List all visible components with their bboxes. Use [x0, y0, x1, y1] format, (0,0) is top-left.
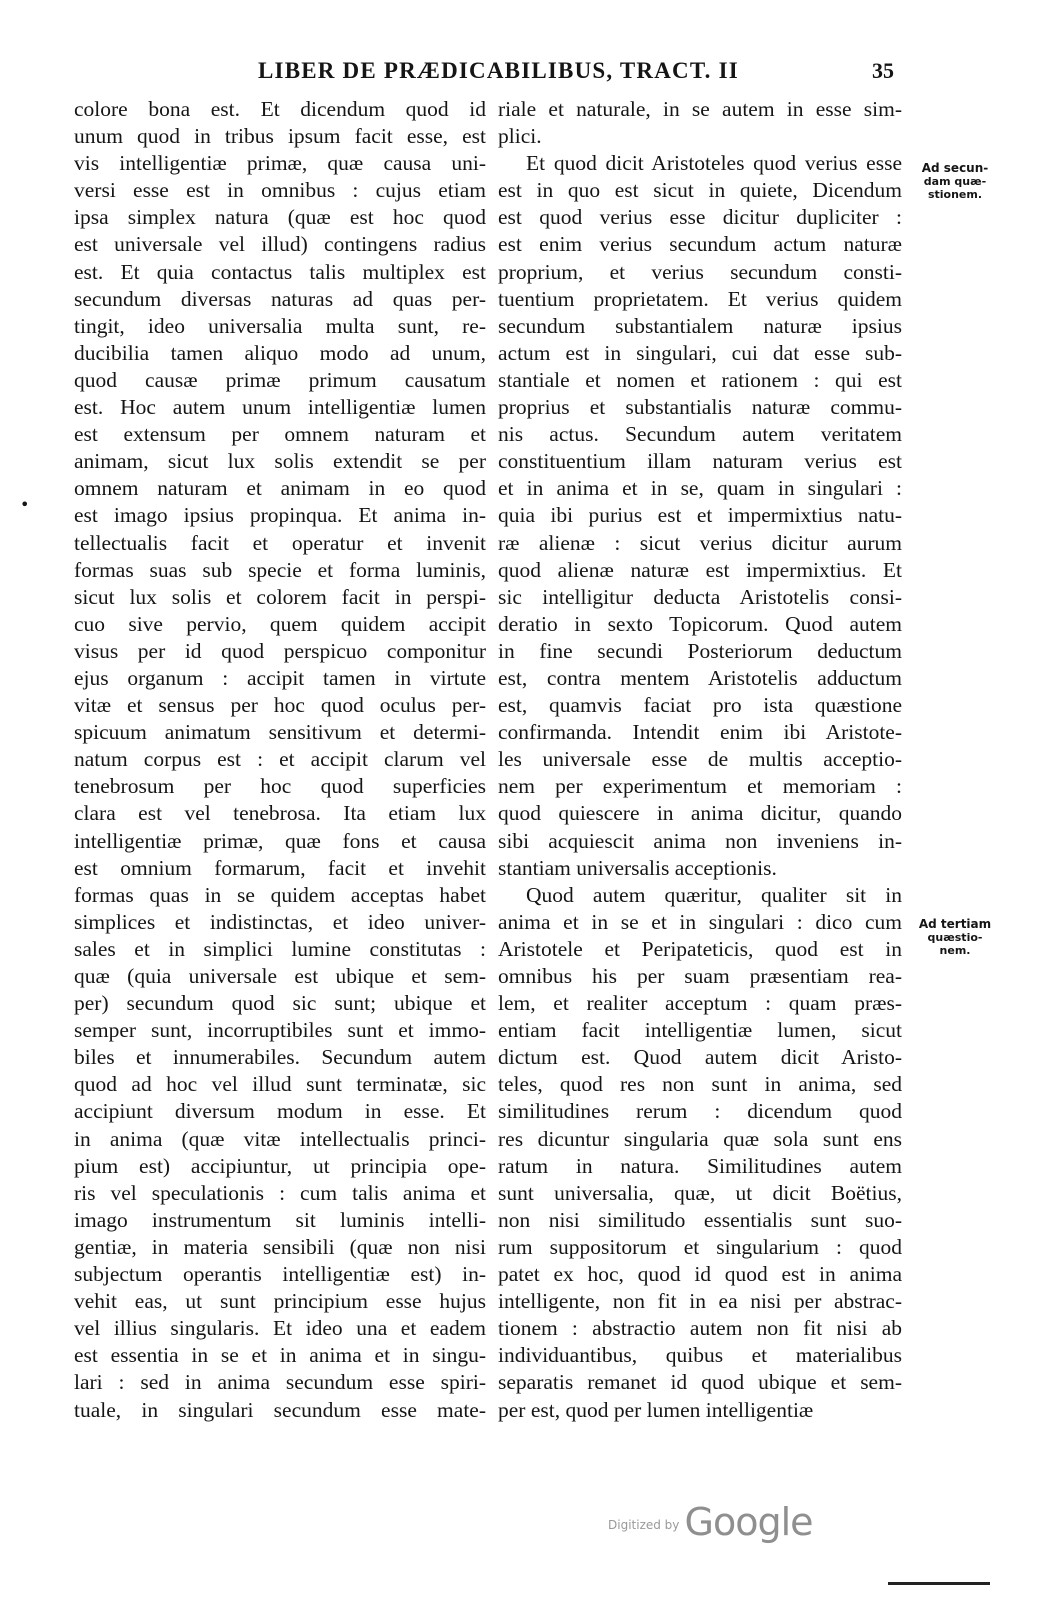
text-line: est. Et quia contactus talis multiplex est: [74, 259, 486, 284]
text-line: res dicuntur singularia quæ sola sunt ens: [498, 1126, 902, 1151]
text-line: simplices et indistinctas, et ideo univer-: [74, 909, 486, 934]
margin-note-second-question: [912, 162, 998, 201]
text-line: Aristotele et Peripateticis, quod est in: [498, 936, 902, 961]
text-line: biles et innumerabiles. Secundum autem: [74, 1045, 486, 1070]
text-line: dictum est. Quod autem dicit Aristo-: [498, 1045, 902, 1070]
text-line: ræ alienæ : sicut verius dicitur aurum: [498, 530, 902, 555]
text-line: semper sunt, incorruptibiles sunt et immo-: [74, 1018, 486, 1043]
text-line: animam, sicut lux solis extendit se per: [74, 449, 486, 474]
text-line: tenebrosum per hoc quod superficies: [74, 774, 486, 799]
text-line: est quod verius esse dicitur dupliciter :: [498, 205, 902, 230]
text-line: lem, et realiter acceptum : quam præs-: [498, 991, 902, 1016]
text-line: tuentium proprietatem. Et verius quidem: [498, 286, 902, 311]
text-line: quod alienæ naturæ est impermixtius. Et: [498, 557, 902, 582]
text-line: lari : sed in anima secundum esse spiri-: [74, 1370, 486, 1395]
text-line: formas suas sub specie et forma luminis,: [74, 557, 486, 582]
text-line: est extensum per omnem naturam et: [74, 422, 486, 447]
digitized-watermark: [608, 1500, 813, 1544]
running-title: LIBER DE PRÆDICABILIBUS, TRACT. II: [258, 58, 739, 83]
text-line: per est, quod per lumen intelligentiæ: [498, 1397, 814, 1422]
text-line: spicuum animatum sensitivum et determi-: [74, 720, 486, 745]
text-line: ris vel speculationis : cum talis anima et: [74, 1180, 486, 1205]
text-line: omnibus his per suam præsentiam rea-: [498, 964, 902, 988]
text-line: ejus organum : accipit tamen in virtute: [74, 665, 486, 690]
text-line: et in anima et in se, quam in singulari :: [498, 476, 902, 501]
text-line: gentiæ, in materia sensibili (quæ non nisi: [74, 1234, 486, 1259]
text-line: est universale vel illud) contingens radius: [74, 232, 486, 257]
text-line: est imago ipsius propinqua. Et anima in-: [74, 503, 486, 528]
text-line: tellectualis facit et operatur et invenit: [74, 530, 486, 555]
text-line: vel illius singularis. Et ideo una et eadem: [74, 1316, 486, 1341]
text-line: visus per id quod perspicuo componitur: [74, 638, 486, 663]
text-line: stantiale et nomen et rationem : qui est: [498, 367, 902, 392]
text-line: accipiunt diversum modum in esse. Et: [74, 1099, 486, 1124]
text-line: proprium, et verius secundum consti-: [498, 259, 902, 284]
text-line: deratio in sexto Topicorum. Quod autem: [498, 611, 902, 636]
text-line: quod causæ primæ primum causatum: [74, 367, 486, 392]
text-line: similitudines rerum : dicendum quod: [498, 1099, 902, 1124]
text-line: natum corpus est : et accipit clarum vel: [74, 747, 486, 772]
text-line: individuantibus, quibus et materialibus: [498, 1343, 902, 1368]
margin-note-line: quæstio-: [927, 931, 983, 944]
digitized-prefix: Digitized by: [608, 1518, 680, 1532]
text-line: entiam facit intelligentiæ lumen, sicut: [498, 1018, 902, 1043]
text-line: anima et in se et in singulari : dico cum: [498, 909, 902, 934]
text-line: plici.: [498, 124, 542, 149]
text-line: per) secundum quod sic sunt; ubique et: [74, 991, 486, 1016]
text-line: teles, quod res non sunt in anima, sed: [498, 1072, 902, 1097]
text-line: tingit, ideo universalia multa sunt, re-: [74, 313, 486, 338]
margin-note-line: Ad tertiam: [918, 917, 992, 931]
text-line: subjectum operantis intelligentiæ est) in-: [74, 1262, 486, 1287]
text-line: constituentium illam naturam verius est: [498, 449, 902, 474]
text-line: vitæ et sensus per hoc quod oculus per-: [74, 693, 486, 718]
text-line: in fine secundi Posteriorum deductum: [498, 638, 902, 663]
margin-note-line: dam quæ-: [923, 175, 987, 188]
margin-note-line: nem.: [939, 944, 971, 957]
text-line: est omnium formarum, facit et invehit: [74, 855, 486, 880]
text-line: omnem naturam et animam in eo quod: [74, 476, 486, 501]
text-line: vehit eas, ut sunt principium esse hujus: [74, 1289, 486, 1314]
text-line: est. Hoc autem unum intelligentiæ lumen: [74, 395, 486, 420]
text-line: ratum in natura. Similitudines autem: [498, 1153, 902, 1178]
marginal-mark: •: [20, 495, 30, 514]
text-line: sic intelligitur deducta Aristotelis consi-: [498, 584, 902, 609]
text-line: Et quod dicit Aristoteles quod verius esse: [526, 151, 902, 176]
text-line: quod quiescere in anima dicitur, quando: [498, 801, 902, 826]
text-line: colore bona est. Et dicendum quod id: [74, 97, 486, 121]
margin-note-line: Ad secun-: [921, 161, 989, 175]
text-line: confirmanda. Intendit enim ibi Aristote-: [498, 720, 902, 745]
text-line: sales et in simplici lumine constitutas :: [74, 936, 486, 961]
text-line: secundum substantialem naturæ ipsius: [498, 313, 902, 338]
text-line: quæ (quia universale est ubique et sem-: [74, 964, 486, 988]
text-line: unum quod in tribus ipsum facit esse, est: [74, 124, 486, 149]
text-line: quod ad hoc vel illud sunt terminatæ, sic: [74, 1072, 486, 1097]
margin-note-third-question: [912, 918, 998, 957]
text-line: Quod autem quæritur, qualiter sit in: [526, 882, 902, 907]
page-number: 35: [872, 58, 894, 83]
text-line: patet ex hoc, quod id quod est in anima: [498, 1262, 902, 1287]
text-line: vis intelligentiæ primæ, quæ causa uni-: [74, 151, 486, 176]
text-line: est, quamvis faciat pro ista quæstione: [498, 693, 902, 718]
text-line: non nisi similitudo essentialis sunt suo-: [498, 1207, 902, 1232]
google-logo: Google: [684, 1500, 813, 1544]
text-line: cuo sive pervio, quem quidem accipit: [74, 611, 486, 636]
margin-note-line: stionem.: [927, 188, 983, 201]
text-line: pium est) accipiuntur, ut principia ope-: [74, 1153, 486, 1178]
bottom-rule: [888, 1582, 990, 1585]
text-line: riale et naturale, in se autem in esse sim-: [498, 97, 902, 121]
text-line: les universale esse de multis acceptio-: [498, 747, 902, 772]
text-line: nem per experimentum et memoriam :: [498, 774, 902, 799]
text-line: secundum diversas naturas ad quas per-: [74, 286, 486, 311]
text-line: intelligentiæ primæ, quæ fons et causa: [74, 828, 486, 853]
text-line: actum est in singulari, cui dat esse sub-: [498, 340, 902, 365]
text-line: in anima (quæ vitæ intellectualis princi-: [74, 1126, 486, 1151]
text-line: quia ibi purius est et impermixtius natu-: [498, 503, 902, 528]
text-line: formas quas in se quidem acceptas habet: [74, 882, 486, 907]
text-line: ipsa simplex natura (quæ est hoc quod: [74, 205, 486, 230]
text-column-right: [498, 96, 902, 1424]
text-line: intelligente, non fit in ea nisi per abstrac-: [498, 1289, 902, 1314]
text-line: est, contra mentem Aristotelis adductum: [498, 665, 902, 690]
text-line: tuale, in singulari secundum esse mate-: [74, 1397, 486, 1422]
text-line: nis actus. Secundum autem veritatem: [498, 422, 902, 447]
text-line: est enim verius secundum actum naturæ: [498, 232, 902, 257]
text-line: tionem : abstractio autem non fit nisi ab: [498, 1316, 902, 1341]
text-line: clara est vel tenebrosa. Ita etiam lux: [74, 801, 486, 826]
text-line: sicut lux solis et colorem facit in perspi-: [74, 584, 486, 609]
text-line: versi esse est in omnibus : cujus etiam: [74, 178, 486, 203]
text-line: ducibilia tamen aliquo modo ad unum,: [74, 340, 486, 365]
text-line: imago instrumentum sit luminis intelli-: [74, 1207, 486, 1232]
text-line: rum suppositorum et singularium : quod: [498, 1234, 902, 1259]
text-line: sibi acquiescit anima non inveniens in-: [498, 828, 902, 853]
text-line: proprius et substantialis naturæ commu-: [498, 395, 902, 420]
text-line: sunt universalia, quæ, ut dicit Boëtius,: [498, 1180, 902, 1205]
text-line: separatis remanet id quod ubique et sem-: [498, 1370, 902, 1395]
text-column-left: [74, 96, 486, 1424]
text-line: est in quo est sicut in quiete, Dicendum: [498, 178, 902, 203]
text-line: est essentia in se et in anima et in singu-: [74, 1343, 486, 1368]
text-line: stantiam universalis acceptionis.: [498, 855, 777, 880]
